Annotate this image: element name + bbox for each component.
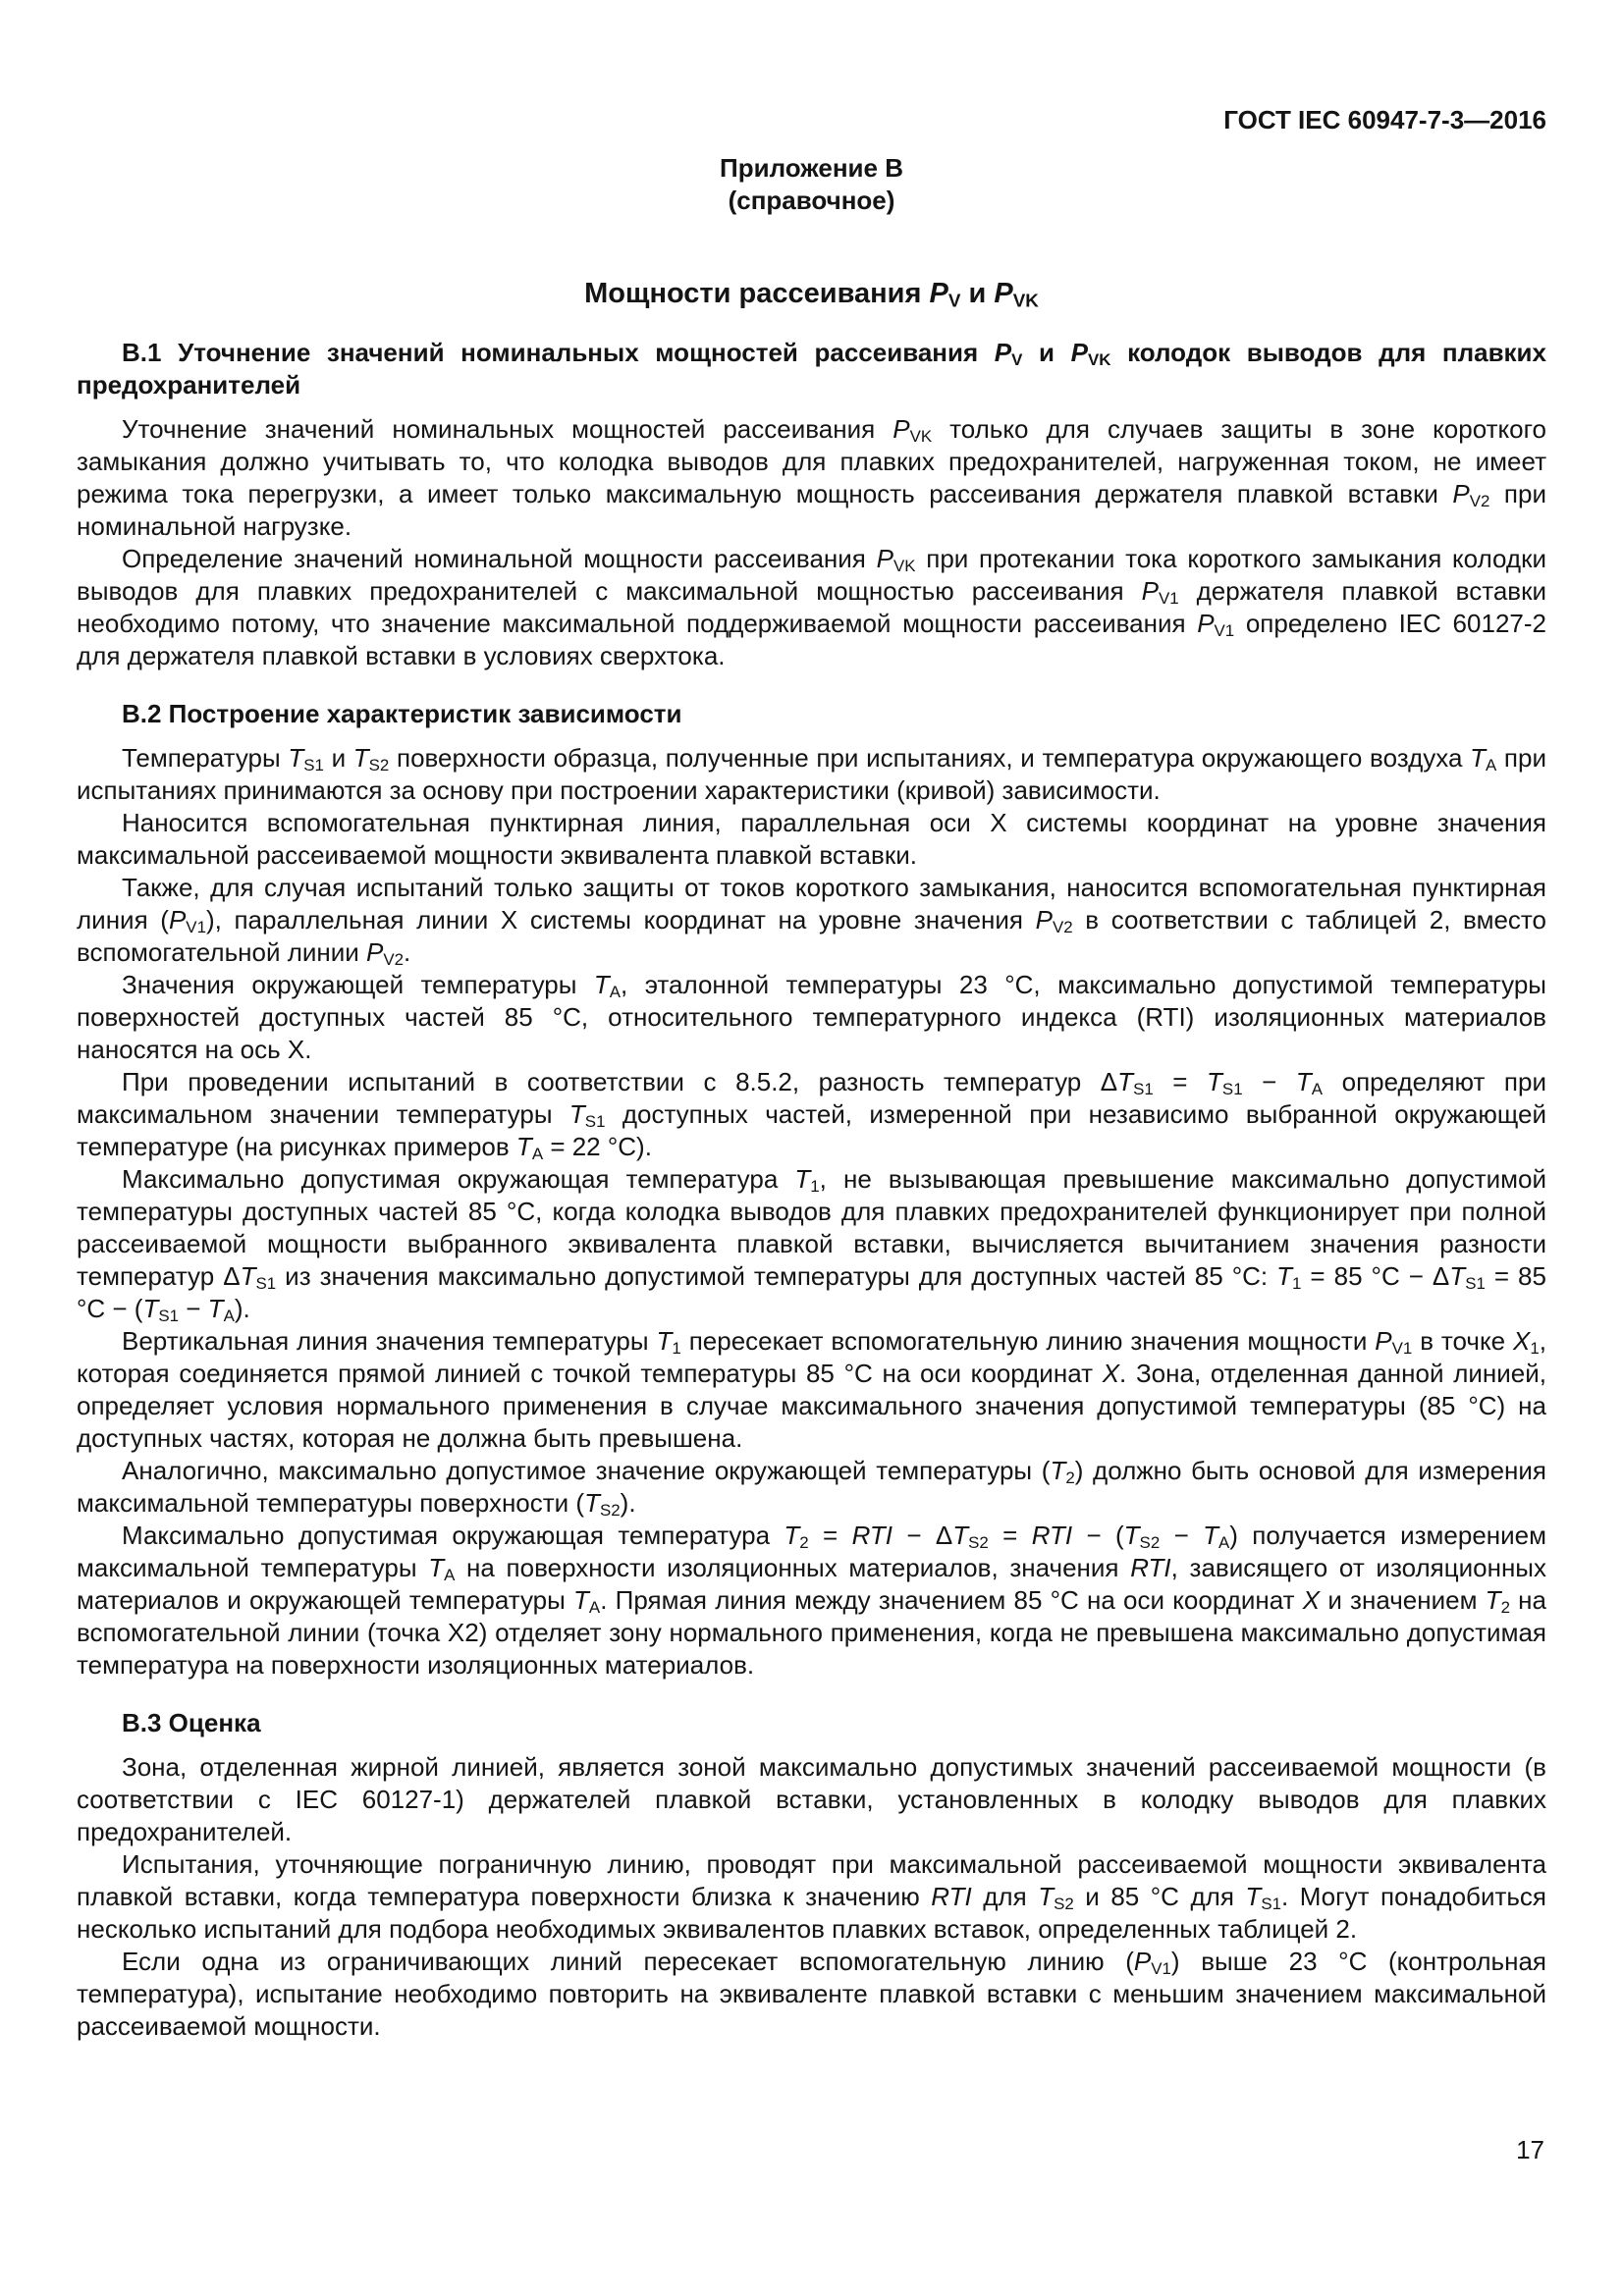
section-heading-b2: В.2 Построение характеристик зависимости bbox=[122, 699, 682, 728]
paragraph: Наносится вспомогательная пунктирная линия, параллельная оси X системы координат на уровне значения максимальной рассеиваемой мощности эквивалента плавкой вставки. bbox=[77, 808, 1546, 870]
document-code: ГОСТ IEC 60947-7-3—2016 bbox=[1223, 105, 1546, 134]
paragraph: Испытания, уточняющие пограничную линию, проводят при максимальной рассеиваемой мощности эквивалента плавкой вставки, когда температура поверхности близка к значению RTI для $T_{S2}$ и 85 °C для $T_{S1}$. Могут понадобиться несколько испытаний для подбора необходимых эквивалентов плавких вставок, определенных таблицей 2. bbox=[77, 1849, 1546, 1944]
paragraph: Аналогично, максимально допустимое значение окружающей температуры $(T_2)$ должно быть основой для измерения максимальной температуры поверхности $(T_{S2})$. bbox=[77, 1456, 1546, 1521]
paragraph: Зона, отделенная жирной линией, является зоной максимально допустимых значений рассеиваемой мощности (в соответствии с IEC 60127-1) держателей плавкой вставки, установленных в колодку выводов для плавких предохранителей. bbox=[77, 1752, 1546, 1846]
paragraph: При проведении испытаний в соответствии с 8.5.2, разность температур $\Delta T_{S1} = T_{S1} - T_A$ определяют при максимальном значении температуры $T_{S1}$ доступных частей, измеренной при независимо выбранной окружающей температуре (на рисунках примеров $T_A = 22$ °C). bbox=[77, 1067, 1546, 1164]
section-b2 bbox=[77, 698, 1546, 1682]
paragraph: Значения окружающей температуры $T_A$, эталонной температуры 23 °C, максимально допустимой температуры поверхностей доступных частей 85 °C, относительного температурного индекса (RTI) изоляционных материалов наносятся на ось X. bbox=[77, 970, 1546, 1064]
paragraph: Определение значений номинальной мощности рассеивания $P_{VK}$ при протекании тока короткого замыкания колодки выводов для плавких предохранителей с максимальной мощностью рассеивания $P_{V1}$ держателя плавкой вставки необходимо потому, что значение максимальной поддерживаемой мощности рассеивания $P_{V1}$ определено IEC 60127-2 для держателя плавкой вставки в условиях сверхтока. bbox=[77, 544, 1546, 670]
section-heading-b1: В.1 Уточнение значений номинальных мощностей рассеивания $P_V$ и $P_{VK}$ колодок выводов для плавких предохранителей bbox=[77, 338, 1547, 400]
section-heading-b3: В.3 Оценка bbox=[122, 1708, 261, 1737]
paragraph: Максимально допустимая окружающая температура $T_1$, не вызывающая превышение максимально допустимой температуры доступных частей 85 °C, когда колодка выводов для плавких предохранителей функционирует при полной рассеиваемой мощности выбранного эквивалента плавкой вставки, вычисляется вычитанием значения разности температур $\Delta T_{S1}$ из значения максимально допустимой температуры для доступных частей 85 °C: $T_1 = 85$ $^\circ C - \Delta T_{S1} = 85$ $^\circ C - (T_{S1} - T_A)$. bbox=[77, 1164, 1546, 1326]
paragraph: Если одна из ограничивающих линий пересекает вспомогательную линию $(P_{V1})$ выше 23 °C (контрольная температура), испытание необходимо повторить на эквиваленте плавкой вставки с меньшим значением максимальной рассеиваемой мощности. bbox=[77, 1947, 1546, 2041]
paragraph: Уточнение значений номинальных мощностей рассеивания $P_{VK}$ только для случаев защиты в зоне короткого замыкания должно учитывать то, что колодка выводов для плавких предохранителей, нагруженная током, не имеет режима тока перегрузки, а имеет только максимальную мощность рассеивания держателя плавкой вставки $P_{V2}$ при номинальной нагрузке. bbox=[77, 414, 1546, 541]
section-b1 bbox=[77, 337, 1546, 672]
paragraph: Также, для случая испытаний только защиты от токов короткого замыкания, наносится вспомогательная пунктирная линия $(P_{V1})$, параллельная линии X системы координат на уровне значения $P_{V2}$ в соответствии с таблицей 2, вместо вспомогательной линии $P_{V2}$. bbox=[77, 873, 1546, 970]
page-number: 17 bbox=[1516, 2135, 1544, 2164]
paragraph: Температуры $T_{S1}$ и $T_{S2}$ поверхности образца, полученные при испытаниях, и температура окружающего воздуха $T_A$ при испытаниях принимаются за основу при построении характеристики (кривой) зависимости. bbox=[77, 743, 1546, 805]
appendix-label: Приложение В bbox=[720, 153, 903, 183]
paragraph: Максимально допустимая окружающая температура $T_2$ = RTI − $\Delta T_{S2}$ = RTI − $(T_{S2} - T_A)$ получается измерением максимальной температуры $T_A$ на поверхности изоляционных материалов, значения RTI, зависящего от изоляционных материалов и окружающей температуры $T_A$. Прямая линия между значением 85 °C на оси координат X и значением $T_2$ на вспомогательной линии (точка X2) отделяет зону нормального применения, когда не превышена максимально допустимая температура на поверхности изоляционных материалов. bbox=[77, 1521, 1547, 1680]
paragraph: Вертикальная линия значения температуры $T_1$ пересекает вспомогательную линию значения мощности $P_{V1}$ в точке $X_1$, которая соединяется прямой линией с точкой температуры 85 °C на оси координат X. Зона, отделенная данной линией, определяет условия нормального применения в случае максимального значения допустимой температуры (85 °C) на доступных частях, которая не должна быть превышена. bbox=[77, 1326, 1546, 1453]
section-b3 bbox=[77, 1707, 1546, 2043]
appendix-type: (справочное) bbox=[728, 186, 895, 215]
page-title: Мощности рассеивания $P_V$ и $P_{VK}$ bbox=[584, 278, 1039, 311]
